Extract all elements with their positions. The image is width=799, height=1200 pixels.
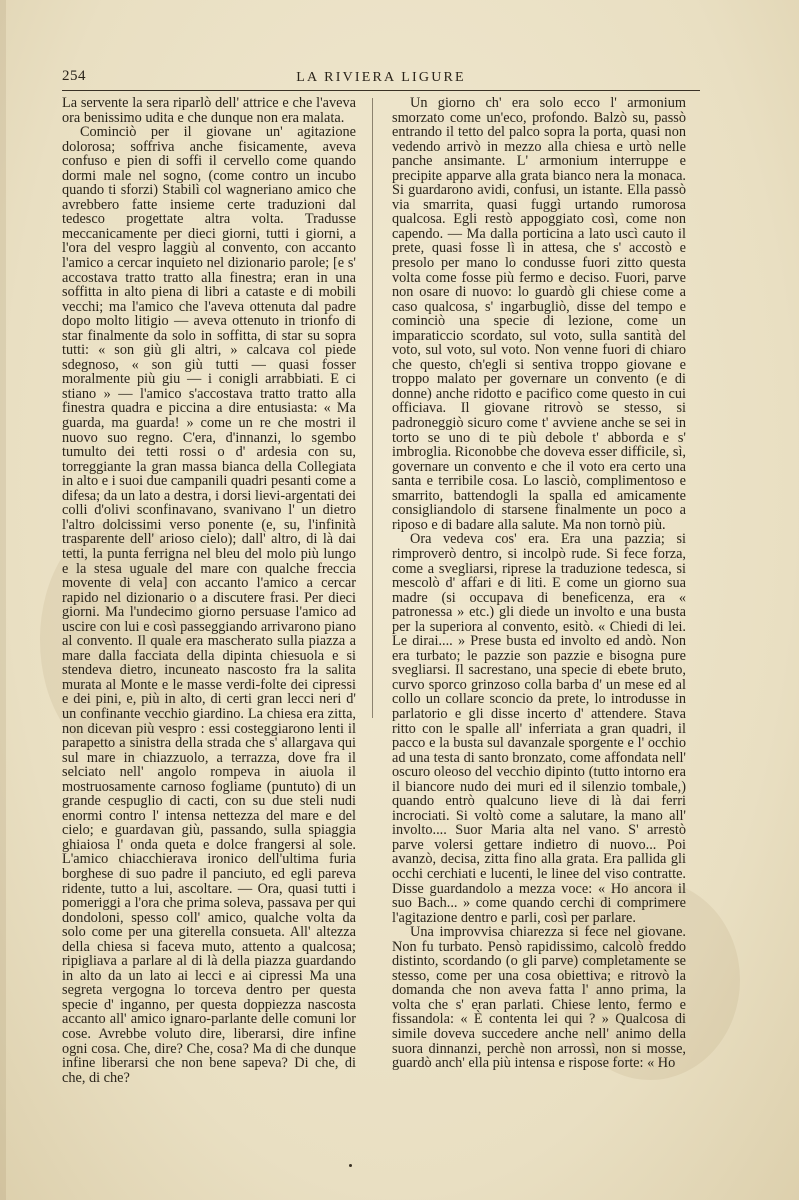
page-number: 254 — [62, 68, 86, 84]
paragraph: Una improvvisa chiarezza si fece nel giovane. Non fu turbato. Pensò rapidissimo, calcolò freddo distinto, scordando (o gli parve) completamente se stesso, come per una cosa obiettiva; e ritrovò la domanda che non aveva fatta l' anno prima, la volta che s' eran parlati. Chiese lento, fermo e fissandola: « È contenta lei qui ? » Qualcosa di simile doveva succedere anche nell' animo della suora dinnanzi, perchè non arrossì, non si mosse, guardò anch' ella più intensa e rispose forte: « Ho — [392, 924, 686, 1072]
paragraph: Ora vedeva cos' era. Era una pazzia; si rimproverò dentro, si incolpò rude. Si fece forza, come a svegliarsi, riprese la traduzione tedesca, si mescolò d' affari e di liti. E come un giorno sua madre (si occupava di beneficenza, era « patronessa » etc.) gli diede un involto e una busta per la superiora al convento, esitò. « Chiedi di lei. Le dirai.... » Prese busta ed involto ed andò. Non era turbato; le pazzie son pazzie e bisogna pure svegliarsi. Il sacrestano, una specie di ebete bruto, curvo sporco grinzoso colla barba d' un mese ed al collo un collare sconcio da prete, lo introdusse in parlatorio e gli disse incerto d' attendere. Stava ritto con le spalle all' inferriata a gran quadri, il pacco e la busta sul davanzale sporgente e l' occhio ad una testa di santo bronzato, come affondata nell' oscuro oleoso del vecchio dipinto (tutto intorno era il biancore nudo dei muri ed il silenzio tombale,) quando entrò qualcuno lieve di là dai ferri incrociati. Si voltò come a salutare, la mano all' involto.... Suor Maria alta nel vano. S' arrestò parve volersi gettare indietro di nuovo... Poi avanzò, decisa, zitta fino alla grata. Era pallida gli occhi cerchiati e lucenti, le linee del viso contratte. Disse guardandolo a mezza voce: « Ho ancora il suo Bach... » come quando cerchi di comprimere l'agitazione dentro e parli, così per parlare. — [392, 531, 686, 926]
right-column — [392, 96, 686, 1116]
column-divider — [372, 98, 373, 718]
paragraph: Un giorno ch' era solo ecco l' armonium smorzato come un'eco, profondo. Balzò su, passò entrando il tetto del palco sopra la porta, quasi non vedendo arrivò in mezzo alla chiesa e urtò nelle panche ansimante. L' armonium interruppe e precipite apparve alla grata bianco nera la monaca. Si guardarono avidi, confusi, un istante. Ella passò via smarrita, quasi fuggì urtando rumorosa qualcosa. Egli restò appoggiato così, come non capendo. — Ma dalla porticina a lato uscì cauto il prete, quasi fosse lì in attesa, che s' accostò e presolo per mano lo condusse fuori zitto questa volta come fosse più fermo e deciso. Fuori, parve non osare di nuovo: lo guardò gli chiese come a caso qualcosa, s' ingarbugliò, disse del tempo e cominciò una specie di lezione, come un imparaticcio scordato, sul voto, sulla santità del voto, sul voto, sul voto. Non venne fuori di chiaro che questo, ch'egli si sentiva troppo giovane e troppo malato per governare un convento (e di donne) anche ridotto e pacifico come questo in cui officiava. Il giovane ritrovò se stesso, si padroneggiò sicuro come t' avviene anche se sei in torto se uno di te più debole t' abborda e s' imbroglia. Riconobbe che doveva esser difficile, sì, governare un convento e che il voto era certo una santa e terribile cosa. Lo lasciò, complimentoso e smarrito, battendogli la spalla ed amicamente consigliandolo di starsene finalmente un poco a riposo e di badare alla salute. Ma non tornò più. — [392, 96, 686, 533]
paragraph: Cominciò per il giovane un' agitazione dolorosa; soffriva anche fisicamente, aveva confuso e pien di soffi il cervello come quando dormi male nel sogno, (come contro un incubo quando ti sforzi) Stabilì col wagneriano amico che avrebbero fatte insieme certe traduzioni dal tedesco progettate altra volta. Tradusse meccanicamente per dieci giorni, tutti i giorni, a l'ora del vespro laggiù al convento, con accanto l'amico a cercar inquieto nel dizionario parole; [e s' accostava tratto tratto alla finestra; eran in una soffitta in alto piena di libri a cataste e di mobili vecchi; ma l'amico che l'aveva ottenuta dal padre dopo molto litigio — aveva ottenuto in trionfo di star finalmente da solo in soffitta, di star su sopra tutti: « son giù gli altri, » calcava col piede sdegnoso, « son giù tutti — quasi fosser moralmente più giu — i conigli arrabbiati. E ci stiano » — l'amico s'accostava tratto tratto alla finestra quadra e piccina a dire entusiasta: « Ma guarda, ma guarda! » come un re che mostri il nuovo suo regno. C'era, d'innanzi, lo sgembo tumulto dei tetti rossi o d' ardesia con su, torreggiante la gran massa bianca della Collegiata in alto e i suoi due campanili quadri pesanti come a difesa; da un lato a destra, i dorsi lievi-argentati dei colli d'olivi sconfinavano, svanivano l' un dietro l'altro dolcissimi verso ponente (e, su, l'infinità trasparente dell' arioso cielo); dall' altro, di là dai tetti, la punta ferrigna nel bleu del molo più lungo e la stesa uguale del mare con qualche freccia movente di vela] con accanto l'amico a cercar rapido nel dizionario o a discutere frasi. Per dieci giorni. Ma l'undecimo giorno persuase l'amico ad uscire con lui e così passeggiando arrivarono piano al convento. Il quale era mascherato sulla piazza a mare dalla facciata della dipinta chiesuola e si stendeva dietro, incuneato nascosto fra la salita murata al Monte e le masse verdi-folte dei cipressi e dei pini, e, più in alto, di certi gran lecci neri d' un confinante vecchio giardino. La chiesa era zitta, non dicevan più vespro : essi costeggiarono lenti il parapetto a sinistra della strada che s' allargava qui sul mare in chiazzuolo, a terrazza, dove fra il selciato nell' angolo rompeva in aiuola il mostruosamente carnoso fogliame (puntuto) di un grande cespuglio di cacti, con su due steli nudi enormi contro l' intensa nettezza del mare e del cielo; e guardavan giù, passando, sulla spiaggia ghiaiosa l' onda queta e dolce frangersi al sole. L'amico chiacchierava ironico dell'ultima furia borghese di suo padre il panciuto, ed egli pareva ridente, tutto a lui, ascoltare. — Ora, quasi tutti i pomeriggi a l'ora che prima soleva, passava per qui dondoloni, spesso coll' amico, qualche volta da solo come per una giterella consueta. All' altezza della chiesa si faceva muto, attento a qualcosa; ripigliava a parlare al di là della piazza guardando in alto da un lato ai lecci e ai cipressi Ma una segreta vergogna lo torceva dentro per questa specie d' inganno, per questa doppiezza nascosta accanto all' amico ignaro-parlante delle comuni lor cose. Avrebbe voluto dire, liberarsi, dire infine ogni cosa. Che, dire? Che, cosa? Ma di che dunque infine liberarsi che non bene sapeva? Di che, di che, di che? — [62, 124, 356, 1086]
page-header — [62, 66, 700, 92]
header-rule — [62, 90, 700, 91]
left-column — [62, 96, 356, 1116]
paragraph: La servente la sera riparlò dell' attrice e che l'aveva ora benissimo udita e che dunque non era malata. — [62, 96, 356, 126]
ink-dot — [349, 1164, 352, 1167]
journal-title: LA RIVIERA LIGURE — [296, 70, 466, 85]
